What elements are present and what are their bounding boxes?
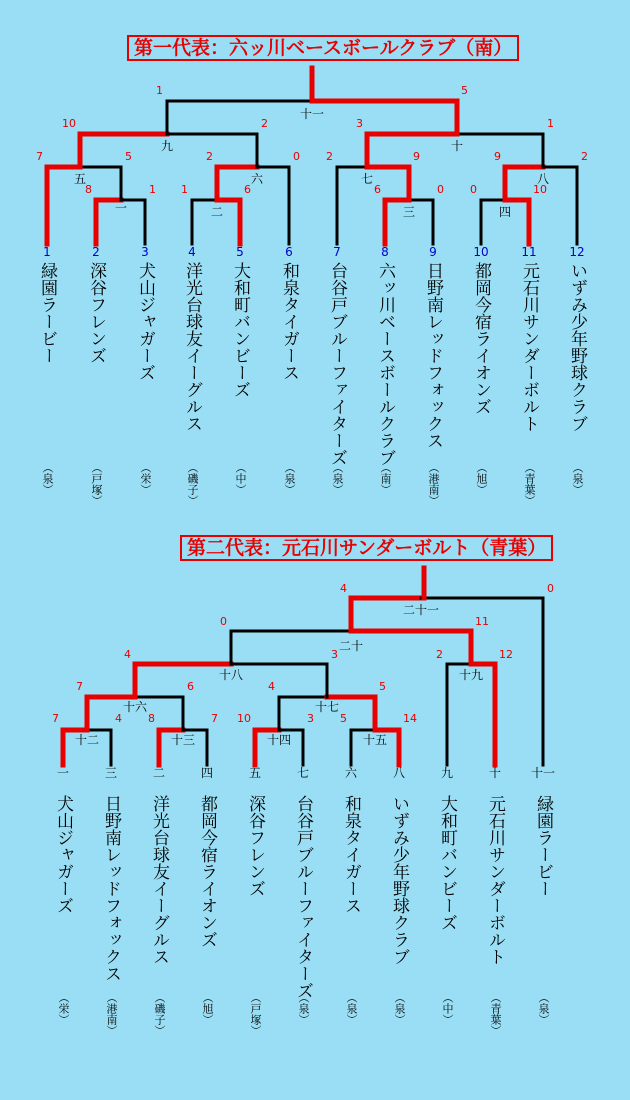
- game-number-label: 十: [450, 139, 464, 153]
- score-label: 7: [76, 680, 83, 693]
- tournament2-slot-number: 九: [440, 766, 454, 780]
- tournament1-slot-number: 8: [381, 245, 389, 259]
- game-number-label: 九: [160, 139, 174, 153]
- tournament2-slot-number: 七: [296, 766, 310, 780]
- score-label: 1: [156, 84, 163, 97]
- tournament1-slot-number: 3: [141, 245, 149, 259]
- tournament1-team-name: いずみ少年野球クラブ: [567, 262, 587, 432]
- tournament2-slot-number: 六: [344, 766, 358, 780]
- tournament2-team-name: 元石川サンダーボルト: [485, 795, 505, 965]
- score-label: 1: [547, 117, 554, 130]
- tournament1-team-area: （泉）: [283, 462, 296, 495]
- tournament1-slot-number: 6: [285, 245, 293, 259]
- tournament1-team-name: 犬山ジャガーズ: [135, 262, 155, 381]
- game-number-label: 四: [498, 205, 512, 219]
- score-label: 3: [356, 117, 363, 130]
- tournament1-team-area: （磯子）: [186, 462, 199, 506]
- game-number-label: 八: [536, 172, 550, 186]
- game-number-label: 二: [210, 205, 224, 219]
- game-number-label: 二十: [338, 639, 364, 653]
- tournament2-slot-number: 四: [200, 766, 214, 780]
- tournament2-title: 第二代表：元石川サンダーボルト（青葉）: [180, 535, 553, 561]
- tournament2-slot-number: 十: [488, 766, 502, 780]
- tournament2-team-area: （泉）: [345, 992, 358, 1025]
- score-label: 1: [149, 183, 156, 196]
- score-label: 8: [85, 183, 92, 196]
- tournament1-slot-number: 10: [473, 245, 489, 259]
- score-label: 9: [494, 150, 501, 163]
- game-number-label: 五: [73, 172, 87, 186]
- score-label: 3: [331, 648, 338, 661]
- score-label: 7: [211, 712, 218, 725]
- score-label: 11: [475, 615, 489, 628]
- tournament1-team-area: （中）: [234, 462, 247, 495]
- score-label: 5: [125, 150, 132, 163]
- game-number-label: 十八: [218, 668, 244, 682]
- score-label: 5: [340, 712, 347, 725]
- game-number-label: 十五: [362, 733, 388, 747]
- tournament1-team-area: （泉）: [571, 462, 584, 495]
- tournament1-slot-number: 11: [521, 245, 537, 259]
- score-label: 6: [187, 680, 194, 693]
- game-number-label: 十四: [266, 733, 292, 747]
- score-label: 1: [181, 183, 188, 196]
- score-label: 5: [461, 84, 468, 97]
- score-label: 4: [340, 582, 347, 595]
- tournament1-team-area: （旭）: [475, 462, 488, 495]
- tournament1-team-area: （戸塚）: [90, 462, 103, 506]
- score-label: 10: [62, 117, 76, 130]
- tournament2-team-name: 和泉タイガース: [341, 795, 361, 914]
- score-label: 0: [547, 582, 554, 595]
- score-label: 2: [436, 648, 443, 661]
- tournament2-team-name: 深谷フレンズ: [245, 795, 265, 897]
- tournament1-slot-number: 9: [429, 245, 437, 259]
- score-label: 10: [237, 712, 251, 725]
- tournament1-team-area: （栄）: [139, 462, 152, 495]
- tournament1-team-name: 日野南レッドフォックス: [423, 262, 443, 449]
- score-label: 14: [403, 712, 417, 725]
- score-label: 0: [437, 183, 444, 196]
- game-number-label: 二十一: [402, 603, 440, 617]
- tournament1-slot-number: 2: [92, 245, 100, 259]
- game-number-label: 十一: [299, 107, 325, 121]
- game-number-label: 十七: [314, 700, 340, 714]
- tournament1-title: 第一代表：六ッ川ベースボールクラブ（南）: [127, 35, 519, 61]
- game-number-label: 十三: [170, 733, 196, 747]
- tournament1-team-name: 台谷戸ブルーファイターズ: [327, 262, 347, 466]
- tournament2-team-name: 日野南レッドフォックス: [101, 795, 121, 982]
- tournament1-team-area: （青葉）: [523, 462, 536, 506]
- tournament2-team-area: （戸塚）: [249, 992, 262, 1036]
- tournament1-slot-number: 5: [236, 245, 244, 259]
- tournament1-team-name: 都岡今宿ライオンズ: [471, 262, 491, 415]
- tournament1-team-name: 緑園ラービー: [37, 262, 57, 364]
- tournament1-team-area: （南）: [379, 462, 392, 495]
- tournament1-team-name: 大和町バンビーズ: [230, 262, 250, 398]
- tournament2-team-name: 洋光台球友イーグルス: [149, 795, 169, 965]
- score-label: 2: [261, 117, 268, 130]
- score-label: 6: [374, 183, 381, 196]
- tournament2-slot-number: 五: [248, 766, 262, 780]
- tournament1-team-name: 元石川サンダーボルト: [519, 262, 539, 432]
- tournament1-team-name: 洋光台球友イーグルス: [182, 262, 202, 432]
- tournament2-team-name: 都岡今宿ライオンズ: [197, 795, 217, 948]
- tournament2-slot-number: 三: [104, 766, 118, 780]
- score-label: 7: [36, 150, 43, 163]
- score-label: 4: [124, 648, 131, 661]
- tournament2-team-name: 緑園ラービー: [533, 795, 553, 897]
- tournament1-team-area: （泉）: [331, 462, 344, 495]
- tournament1-team-area: （泉）: [41, 462, 54, 495]
- tournament2-team-area: （青葉）: [489, 992, 502, 1036]
- game-number-label: 三: [402, 205, 416, 219]
- tournament2-team-area: （中）: [441, 992, 454, 1025]
- score-label: 6: [244, 183, 251, 196]
- score-label: 0: [220, 615, 227, 628]
- tournament2-team-area: （磯子）: [153, 992, 166, 1036]
- score-label: 10: [533, 183, 547, 196]
- score-label: 0: [293, 150, 300, 163]
- tournament2-slot-number: 八: [392, 766, 406, 780]
- tournament2-team-area: （泉）: [393, 992, 406, 1025]
- tournament2-slot-number: 十一: [530, 766, 556, 780]
- tournament1-team-name: 深谷フレンズ: [86, 262, 106, 364]
- score-label: 2: [326, 150, 333, 163]
- tournament2-team-name: 台谷戸ブルーファイターズ: [293, 795, 313, 999]
- score-label: 0: [470, 183, 477, 196]
- tournament2-team-name: いずみ少年野球クラブ: [389, 795, 409, 965]
- score-label: 2: [206, 150, 213, 163]
- score-label: 8: [148, 712, 155, 725]
- tournament2-team-area: （泉）: [297, 992, 310, 1025]
- tournament2-slot-number: 二: [152, 766, 166, 780]
- tournament2-team-area: （旭）: [201, 992, 214, 1025]
- score-label: 4: [115, 712, 122, 725]
- tournament1-slot-number: 1: [43, 245, 51, 259]
- tournament2-team-area: （泉）: [537, 992, 550, 1025]
- game-number-label: 七: [360, 172, 374, 186]
- tournament1-team-name: 和泉タイガース: [279, 262, 299, 381]
- tournament1-slot-number: 7: [333, 245, 341, 259]
- game-number-label: 一: [114, 201, 128, 215]
- game-number-label: 十九: [458, 668, 484, 682]
- score-label: 7: [52, 712, 59, 725]
- score-label: 2: [581, 150, 588, 163]
- tournament1-slot-number: 12: [569, 245, 585, 259]
- tournament2-team-area: （港南）: [105, 992, 118, 1036]
- game-number-label: 十六: [122, 700, 148, 714]
- tournament1-slot-number: 4: [188, 245, 196, 259]
- score-label: 12: [499, 648, 513, 661]
- game-number-label: 六: [250, 172, 264, 186]
- tournament2-team-name: 大和町バンビーズ: [437, 795, 457, 931]
- tournament2-team-name: 犬山ジャガーズ: [53, 795, 73, 914]
- tournament2-slot-number: 一: [56, 766, 70, 780]
- score-label: 5: [379, 680, 386, 693]
- score-label: 9: [413, 150, 420, 163]
- tournament1-team-name: 六ッ川ベースボールクラブ: [375, 262, 395, 466]
- tournament2-team-area: （栄）: [57, 992, 70, 1025]
- score-label: 4: [268, 680, 275, 693]
- score-label: 3: [307, 712, 314, 725]
- tournament1-team-area: （港南）: [427, 462, 440, 506]
- game-number-label: 十二: [74, 733, 100, 747]
